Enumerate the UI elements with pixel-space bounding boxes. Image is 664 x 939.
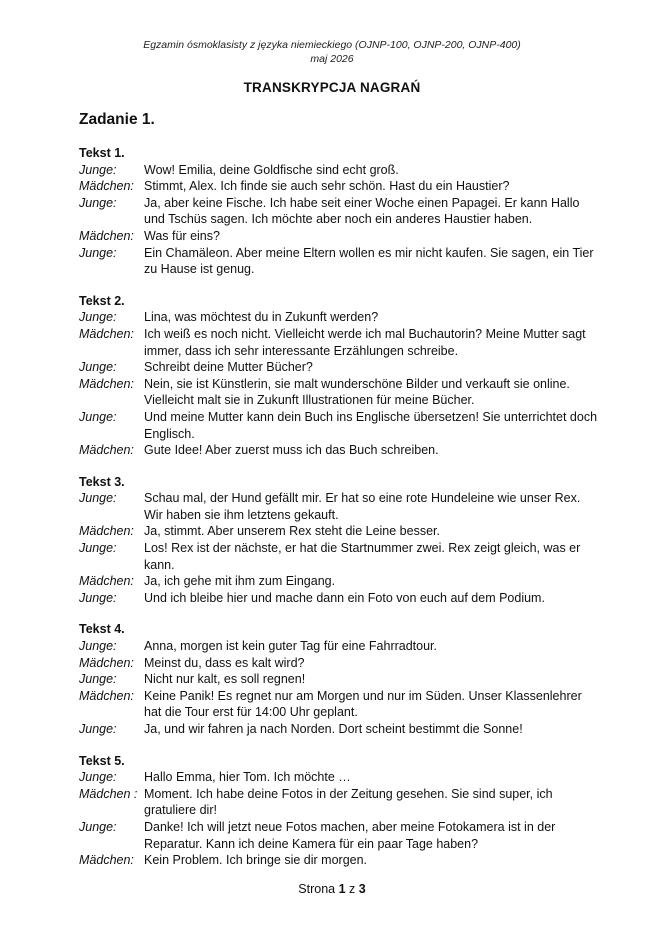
transcript-texts	[79, 141, 599, 884]
speaker-label: Mädchen :	[79, 786, 138, 801]
dialogue-line	[79, 655, 599, 672]
speaker-label: Mädchen:	[79, 853, 134, 868]
speaker-label: Junge:	[79, 672, 117, 687]
footer-total-pages: 3	[358, 882, 366, 896]
dialogue-line	[79, 245, 599, 278]
utterance-text: Ja, stimmt. Aber unserem Rex steht die Leine besser.	[144, 524, 440, 539]
dialogue-line	[79, 326, 599, 359]
utterance-text: Meinst du, dass es kalt wird?	[144, 655, 305, 670]
exam-name: Egzamin ósmoklasisty z języka niemieckiego (OJNP-100, OJNP-200, OJNP-400)	[143, 39, 521, 51]
page-header	[0, 38, 664, 66]
dialogue-line	[79, 359, 599, 376]
footer-prefix: Strona	[298, 882, 336, 896]
utterance-text: Kein Problem. Ich bringe sie dir morgen.	[144, 853, 368, 868]
speaker-label: Junge:	[79, 819, 117, 834]
utterance-text: Schreibt deine Mutter Bücher?	[144, 360, 313, 375]
tekst-title: Tekst 2.	[79, 293, 125, 308]
speaker-label: Mädchen:	[79, 179, 134, 194]
tekst-block	[79, 145, 599, 278]
page-footer	[0, 882, 664, 896]
tekst-title: Tekst 1.	[79, 146, 125, 160]
footer-page-number: 1	[338, 882, 346, 896]
tekst-block	[79, 293, 599, 459]
speaker-label: Junge:	[79, 722, 117, 736]
speaker-label: Mädchen:	[79, 443, 134, 458]
speaker-label: Junge:	[79, 245, 117, 260]
tekst-block	[79, 753, 599, 869]
utterance-text: Was für eins?	[144, 228, 220, 243]
speaker-label: Mädchen:	[79, 574, 134, 589]
speaker-label: Junge:	[79, 541, 117, 556]
exam-date: maj 2026	[310, 53, 354, 65]
utterance-text: Danke! Ich will jetzt neue Fotos machen, aber meine Fotokamera ist in der Reparatur. Kann ich deine Kamera für ein paar Tage haben?	[144, 819, 556, 851]
tekst-block	[79, 474, 599, 607]
utterance-text: Anna, morgen ist kein guter Tag für eine Fahrradtour.	[144, 639, 437, 654]
dialogue-line	[79, 162, 599, 179]
document-title: TRANSKRYPCJA NAGRAŃ	[243, 80, 421, 95]
speaker-label: Mädchen:	[79, 655, 134, 670]
utterance-text: Ja, aber keine Fische. Ich habe seit einer Woche einen Papagei. Er kann Hallo und Tschüs sagen. Ich möchte aber noch ein anderes Haustier haben.	[144, 195, 580, 227]
speaker-label: Junge:	[79, 770, 117, 785]
dialogue-line	[79, 195, 599, 228]
dialogue-line	[79, 228, 599, 245]
utterance-text: Nein, sie ist Künstlerin, sie malt wunderschöne Bilder und verkauft sie online. Vielleicht malt sie in Zukunft Illustrationen für meine Bücher.	[144, 376, 570, 408]
dialogue-line	[79, 721, 599, 738]
dialogue-line	[79, 178, 599, 195]
dialogue-line	[79, 819, 599, 852]
utterance-text: Moment. Ich habe deine Fotos in der Zeitung gesehen. Sie sind super, ich gratuliere dir!	[144, 786, 553, 818]
speaker-label: Junge:	[79, 409, 117, 424]
dialogue-line	[79, 309, 599, 326]
utterance-text: Hallo Emma, hier Tom. Ich möchte …	[144, 770, 351, 785]
speaker-label: Junge:	[79, 195, 117, 210]
dialogue-line	[79, 688, 599, 721]
footer-separator: z	[349, 882, 356, 896]
dialogue-line	[79, 786, 599, 819]
utterance-text: Wow! Emilia, deine Goldfische sind echt groß.	[144, 162, 399, 177]
dialogue-line	[79, 490, 599, 523]
utterance-text: Schau mal, der Hund gefällt mir. Er hat so eine rote Hundeleine wie unser Rex. Wir haben sie ihm letztens gekauft.	[144, 491, 581, 522]
speaker-label: Mädchen:	[79, 688, 134, 703]
utterance-text: Gute Idee! Aber zuerst muss ich das Buch schreiben.	[144, 443, 439, 458]
tekst-block	[79, 621, 599, 737]
dialogue-line	[79, 573, 599, 590]
speaker-label: Mädchen:	[79, 228, 134, 243]
utterance-text: Und ich bleibe hier und mache dann ein Foto von euch auf dem Podium.	[144, 590, 545, 605]
speaker-label: Junge:	[79, 360, 117, 375]
utterance-text: Und meine Mutter kann dein Buch ins Englische übersetzen! Sie unterrichtet doch Englisch.	[144, 409, 598, 441]
speaker-label: Junge:	[79, 162, 117, 177]
utterance-text: Ja, und wir fahren ja nach Norden. Dort scheint bestimmt die Sonne!	[144, 722, 523, 736]
utterance-text: Lina, was möchtest du in Zukunft werden?	[144, 310, 379, 325]
dialogue-line	[79, 671, 599, 688]
speaker-label: Junge:	[79, 590, 117, 605]
dialogue-line	[79, 523, 599, 540]
dialogue-line	[79, 590, 599, 607]
dialogue-line	[79, 442, 599, 459]
tekst-title: Tekst 3.	[79, 474, 125, 489]
dialogue-line	[79, 376, 599, 409]
speaker-label: Mädchen:	[79, 524, 134, 539]
tekst-title: Tekst 4.	[79, 622, 125, 637]
dialogue-line	[79, 852, 599, 869]
speaker-label: Junge:	[79, 310, 117, 325]
utterance-text: Ein Chamäleon. Aber meine Eltern wollen es mir nicht kaufen. Sie sagen, ein Tier zu Hause ist genug.	[144, 245, 594, 277]
speaker-label: Junge:	[79, 639, 117, 654]
utterance-text: Ja, ich gehe mit ihm zum Eingang.	[144, 574, 336, 589]
utterance-text: Nicht nur kalt, es soll regnen!	[144, 672, 306, 687]
task-heading: Zadanie 1.	[79, 111, 155, 128]
utterance-text: Ich weiß es noch nicht. Vielleicht werde ich mal Buchautorin? Meine Mutter sagt immer, dass ich sehr interessante Erzählungen schreibe.	[144, 326, 586, 358]
tekst-title: Tekst 5.	[79, 753, 125, 768]
dialogue-line	[79, 638, 599, 655]
speaker-label: Mädchen:	[79, 326, 134, 341]
speaker-label: Mädchen:	[79, 376, 134, 391]
speaker-label: Junge:	[79, 491, 117, 506]
utterance-text: Stimmt, Alex. Ich finde sie auch sehr schön. Hast du ein Haustier?	[144, 179, 510, 194]
dialogue-line	[79, 409, 599, 442]
dialogue-line	[79, 769, 599, 786]
utterance-text: Los! Rex ist der nächste, er hat die Startnummer zwei. Rex zeigt gleich, was er kann.	[144, 541, 581, 572]
dialogue-line	[79, 540, 599, 573]
utterance-text: Keine Panik! Es regnet nur am Morgen und nur im Süden. Unser Klassenlehrer hat die Tour erst für 14:00 Uhr geplant.	[144, 688, 582, 720]
